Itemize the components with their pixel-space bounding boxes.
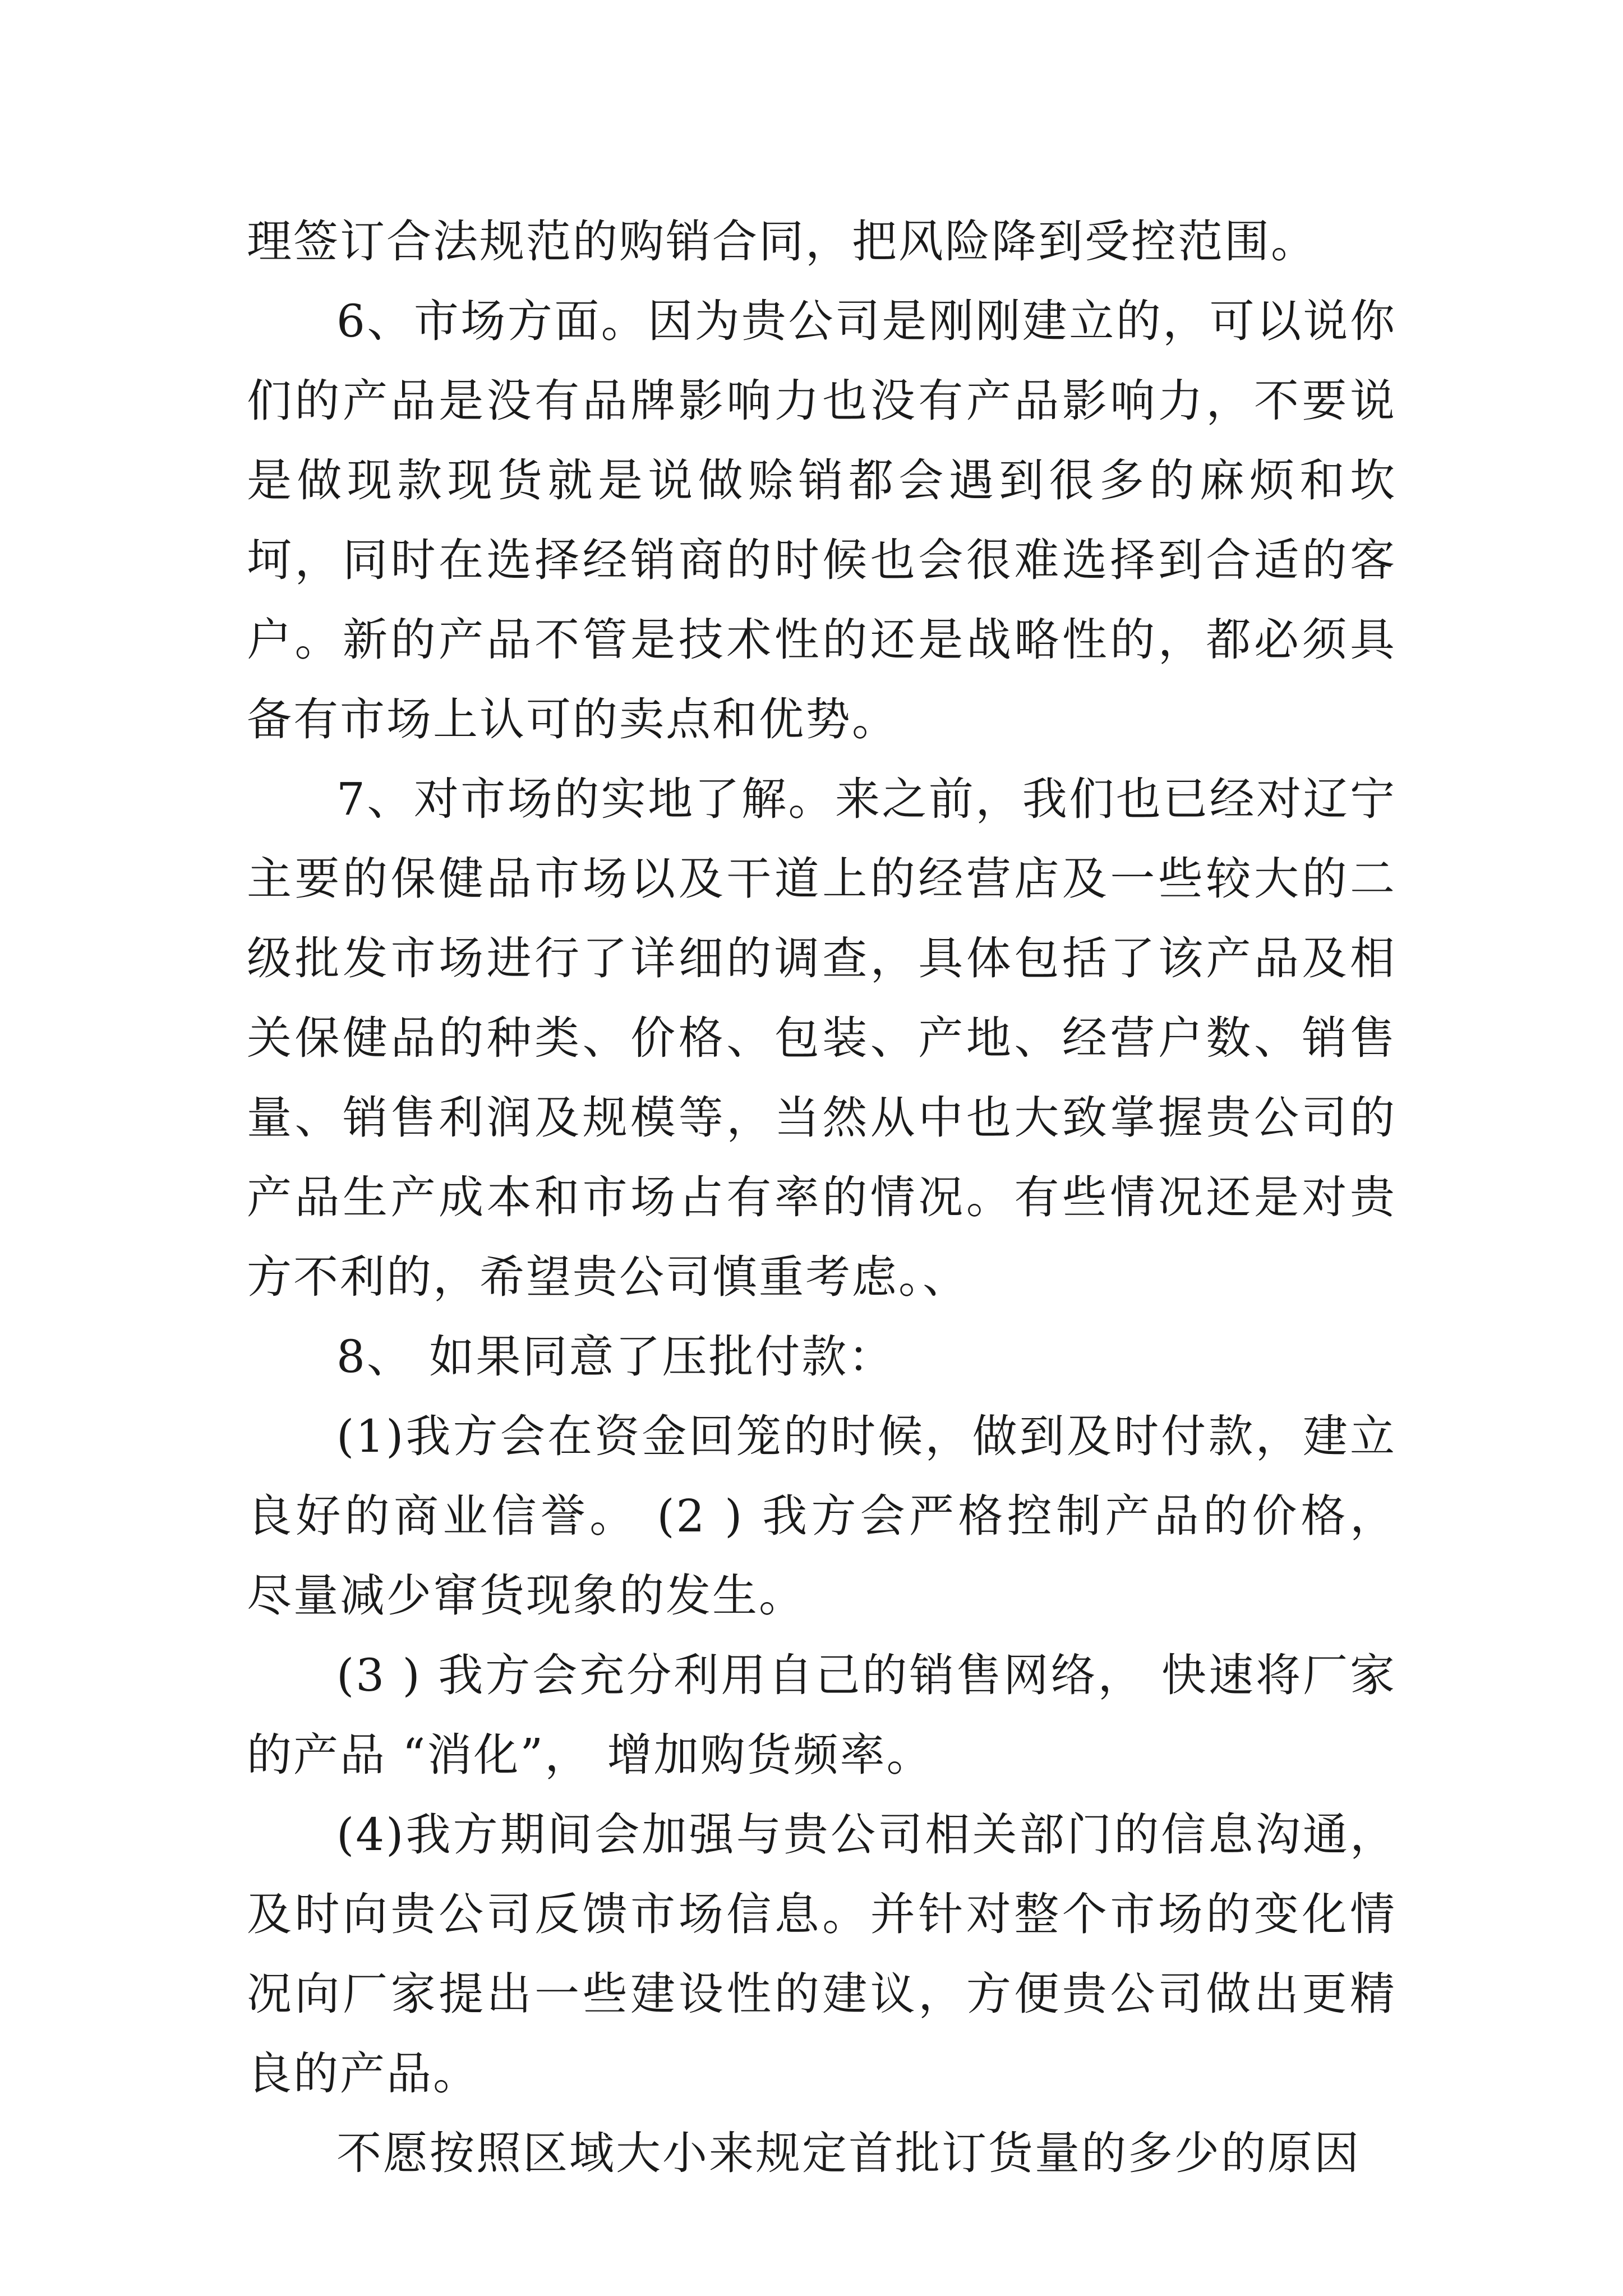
document-body bbox=[247, 202, 1396, 2193]
paragraph-commitment-4: (4)我方期间会加强与贵公司相关部门的信息沟通，及时向贵公司反馈市场信息。并针对整个市场的变化情况向厂家提出一些建设性的建议，方便贵公司做出更精良的产品。 bbox=[247, 1809, 1396, 2100]
paragraph-commitment-3: (3 ) 我方会充分利用自己的销售网络， 快速将厂家的产品 “消化”， 增加购货频率。 bbox=[247, 1649, 1396, 1781]
paragraph-contract-risk: 理签订合法规范的购销合同，把风险降到受控范围。 bbox=[247, 215, 1317, 268]
paragraph-order-volume-reason: 不愿按照区域大小来规定首批订货量的多少的原因 bbox=[336, 2127, 1361, 2179]
paragraph-market-survey: 7、对市场的实地了解。来之前，我们也已经对辽宁主要的保健品市场以及干道上的经营店及一些较大的二级批发市场进行了详细的调查，具体包括了该产品及相关保健品的种类、价格、包装、产地、经营户数、销售量、销售利润及规模等，当然从中也大致掌握贵公司的产品生产成本和市场占有率的情况。有些情况还是对贵方不利的，希望贵公司慎重考虑。、 bbox=[247, 773, 1396, 1303]
paragraph-commitment-1-2: (1)我方会在资金回笼的时候，做到及时付款，建立良好的商业信誉。 (2 ) 我方会严格控制产品的价格， 尽量减少窜货现象的发生。 bbox=[247, 1410, 1396, 1622]
paragraph-deferred-payment-heading: 8、 如果同意了压批付款： bbox=[336, 1331, 895, 1383]
paragraph-market-aspect: 6、市场方面。因为贵公司是刚刚建立的，可以说你们的产品是没有品牌影响力也没有产品影响力，不要说是做现款现货就是说做赊销都会遇到很多的麻烦和坎坷，同时在选择经销商的时候也会很难选择到合适的客户。新的产品不管是技术性的还是战略性的，都必须具备有市场上认可的卖点和优势。 bbox=[247, 295, 1396, 746]
